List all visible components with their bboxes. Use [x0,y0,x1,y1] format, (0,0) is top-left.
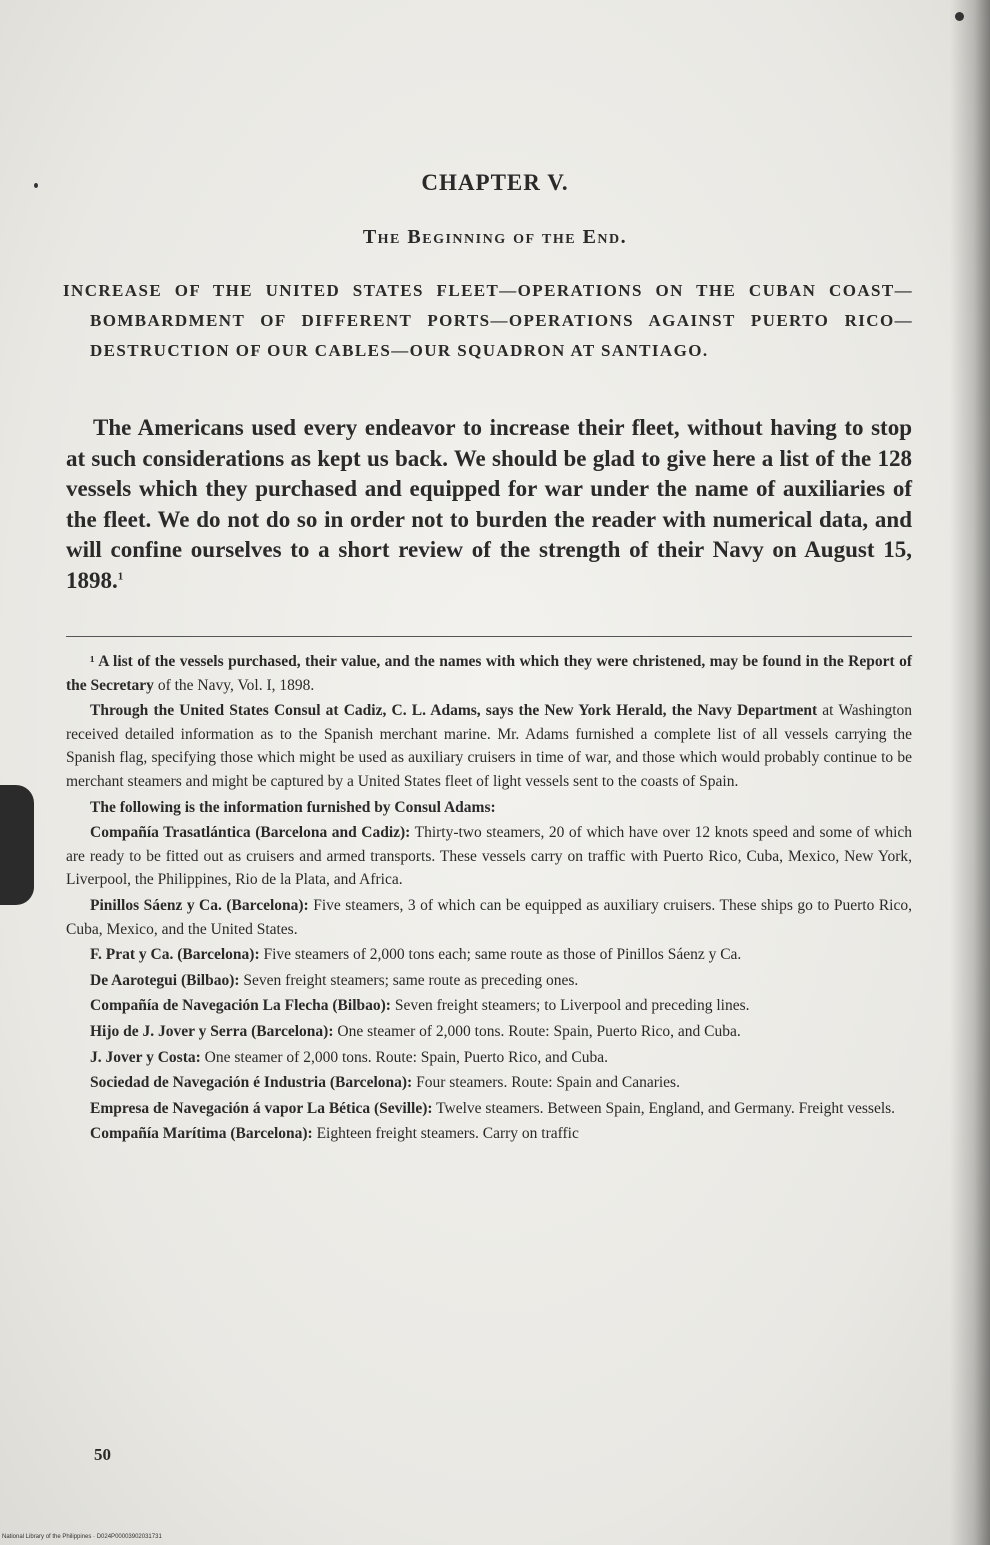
main-paragraph-text: The Americans used every endeavor to increase their fleet, without having to stop at such considerations as kept us back. We should be glad to give here a list of the 128 vessels which they purchased and equipped for war under the name of auxiliaries of the fleet. We do not do so in order not to burden the reader with numerical data, and will confine ourselves to a short review of the strength of their Navy on August 15, 1898. [66,415,912,593]
chapter-title: The Beginning of the End. [362,226,628,248]
footnote-paragraph: Empresa de Navegación á vapor La Bética (Seville): Twelve steamers. Between Spain, England, and Germany. Freight vessels. [90,1099,896,1117]
footnote-paragraph: Sociedad de Navegación é Industria (Barcelona): Four steamers. Route: Spain and Canaries. [90,1074,680,1092]
chapter-summary: INCREASE OF THE UNITED STATES FLEET—OPERATIONS ON THE CUBAN COAST—BOMBARDMENT OF DIFFERENT PORTS—OPERATIONS AGAINST PUERTO RICO—DESTRUCTION OF OUR CABLES—OUR SQUADRON AT SANTIAGO. [63,281,913,360]
footnote-marker: 1 [117,569,124,582]
footnote-paragraph: ¹ A list of the vessels purchased, their value, and the names with which they were christened, may be found in the Report of the Secretary of the Navy, Vol. I, 1898. [66,653,912,694]
main-paragraph [66,413,912,596]
ink-spot [955,12,964,21]
footnote-paragraph: De Aarotegui (Bilbao): Seven freight steamers; same route as preceding ones. [90,971,579,989]
footnote-paragraph: Pinillos Sáenz y Ca. (Barcelona): Five steamers, 3 of which can be equipped as auxiliary cruisers. These ships go to Puerto Rico, Cuba, Mexico, and the United States. [66,896,912,938]
binding-tab [0,785,34,905]
footnote-paragraph: Compañía Trasatlántica (Barcelona and Cadiz): Thirty-two steamers, 20 of which have over 12 knots speed and some of which are ready to be fitted out as cruisers and armed transports. These vessels carry on traffic with Puerto Rico, Cuba, Mexico, New York, Liverpool, the Philippines, Rio de la Plata, and Africa. [66,824,912,889]
footnote-paragraph: Compañía de Navegación La Flecha (Bilbao): Seven freight steamers; to Liverpool and preceding lines. [90,997,750,1015]
footnote-paragraph: Through the United States Consul at Cadiz, C. L. Adams, says the New York Herald, the Navy Department at Washington received detailed information as to the Spanish merchant marine. Mr. Adams furnished a complete list of all vessels carrying the Spanish flag, specifying those which might be used as auxiliary cruisers in time of war, and those which would probably continue to be merchant steamers and might be captured by a United States fleet of light vessels sent to the coasts of Spain. [66,702,912,790]
footer-credit: National Library of the Philippines · D024P00003902031731 [2,1534,162,1540]
footnote-paragraph: Hijo de J. Jover y Serra (Barcelona): One steamer of 2,000 tons. Route: Spain, Puerto Rico, and Cuba. [90,1022,741,1040]
page-number: 50 [94,1445,111,1464]
footnote-paragraph: Compañía Marítima (Barcelona): Eighteen freight steamers. Carry on traffic [90,1125,579,1143]
footnote-paragraph: F. Prat y Ca. (Barcelona): Five steamers of 2,000 tons each; same route as those of Pinillos Sáenz y Ca. [90,946,742,964]
footnotes [66,650,912,1148]
footnote-paragraph: The following is the information furnished by Consul Adams: [90,798,496,816]
chapter-heading: CHAPTER V. [421,170,569,195]
footnote-paragraph: J. Jover y Costa: One steamer of 2,000 tons. Route: Spain, Puerto Rico, and Cuba. [90,1048,609,1066]
footnote-divider [66,636,912,637]
